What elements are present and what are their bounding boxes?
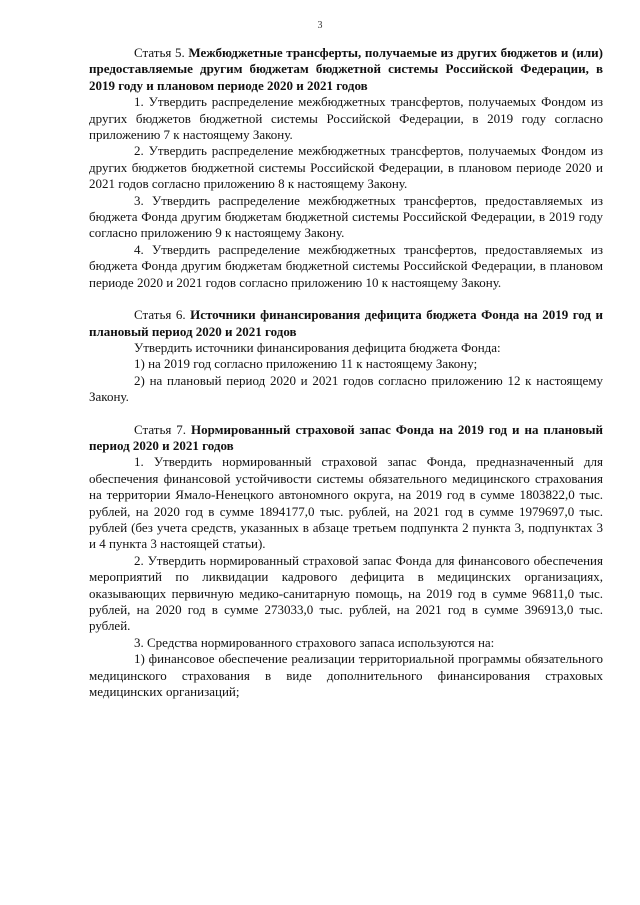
paragraph: 1. Утвердить нормированный страховой запас Фонда, предназначенный для обеспечения финансовой устойчивости системы обязательного медицинского страхования на территории Ямало-Ненецкого автономного округа, на 2019 год в сумме 1803822,0 тыс. рублей, на 2020 год в сумме 1894177,0 тыс. рублей, на 2021 год в сумме 1979697,0 тыс. рублей (без учета средств, указанных в абзаце третьем подпункта 2 пункта 3, подпунктах 3 и 4 пункта 3 настоящей статьи). [89,454,603,552]
article-number: Статья 6. [134,307,186,323]
paragraph: 4. Утвердить распределение межбюджетных трансфертов, предоставляемых из бюджета Фонда другим бюджетам бюджетной системы Российской Федерации, в плановом периоде 2020 и 2021 годов согласно приложению 10 к настоящему Закону. [89,241,603,290]
article-title: Нормированный страховой запас Фонда на 2019 год и на плановый период 2020 и 2021 годов [89,421,604,453]
article-number: Статья 5. [134,45,185,60]
page-number: 3 [317,20,323,31]
paragraph: 1. Утвердить распределение межбюджетных трансфертов, получаемых Фондом из других бюджетов бюджетной системы Российской Федерации, в 2019 году согласно приложению 7 к настоящему Закону. [89,94,603,143]
paragraph: 2. Утвердить нормированный страховой запас Фонда для финансового обеспечения мероприятий по ликвидации кадрового дефицита в медицинских организациях, оказывающих первичную медико-санитарную помощь, на 2019 год в сумме 96811,0 тыс. рублей, на 2020 год в сумме 273033,0 тыс. рублей, на 2021 год в сумме 396913,0 тыс. рублей. [89,552,603,634]
paragraph: 2. Утвердить распределение межбюджетных трансфертов, получаемых Фондом из других бюджетов бюджетной системы Российской Федерации, в плановом периоде 2020 и 2021 годов согласно приложению 8 к настоящему Закону. [89,143,603,192]
document-body [89,45,603,716]
paragraph: 3. Утвердить распределение межбюджетных трансфертов, предоставляемых из бюджета Фонда другим бюджетам бюджетной системы Российской Федерации, в 2019 году согласно приложению 9 к настоящему Закону. [89,192,603,241]
article-6 [89,307,603,405]
article-7 [89,422,603,701]
paragraph: 3. Средства нормированного страхового запаса используются на: [134,634,495,650]
article-heading [89,422,603,455]
article-title: Межбюджетные трансферты, получаемые из других бюджетов и (или) предоставляемые другим бюджетам бюджетной системы Российской Федерации, в 2019 году и плановом периоде 2020 и 2021 годов [89,45,603,93]
article-heading [89,307,603,340]
article-title: Источники финансирования дефицита бюджета Фонда на 2019 год и плановый период 2020 и 2021 годов [89,307,603,339]
article-number: Статья 7. [134,421,187,437]
paragraph: Утвердить источники финансирования дефицита бюджета Фонда: [134,339,501,355]
paragraph: 1) финансовое обеспечение реализации территориальной программы обязательного медицинского страхования в виде дополнительного финансирования страховых медицинских организаций; [89,651,603,700]
paragraph: 1) на 2019 год согласно приложению 11 к настоящему Закону; [134,356,478,372]
paragraph: 2) на плановый период 2020 и 2021 годов согласно приложению 12 к настоящему Закону. [89,372,603,405]
article-5 [89,45,603,291]
article-heading [89,45,603,94]
